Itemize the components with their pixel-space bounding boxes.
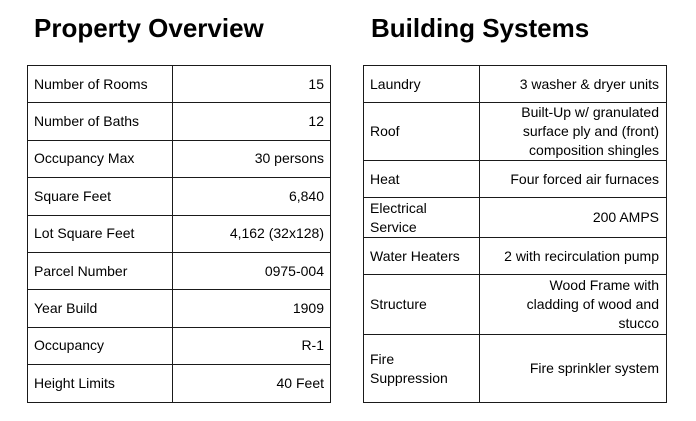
- row-value: R-1: [173, 327, 331, 364]
- row-label: Occupancy Max: [28, 140, 173, 177]
- row-label: Square Feet: [28, 178, 173, 215]
- row-value: 2 with recirculation pump: [480, 238, 667, 275]
- table-row-water-heaters: [364, 238, 667, 275]
- row-label: Height Limits: [28, 365, 173, 402]
- row-value: 4,162 (32x128): [173, 215, 331, 252]
- property-overview-table: [27, 65, 331, 403]
- table-row-occupancy: [28, 327, 331, 364]
- row-value: 1909: [173, 290, 331, 327]
- row-value: 3 washer & dryer units: [480, 66, 667, 103]
- row-label: Fire Suppression: [364, 335, 480, 403]
- row-value: Built-Up w/ granulated surface ply and (front) composition shingles: [480, 103, 667, 161]
- table-row-fire-suppression: [364, 335, 667, 403]
- row-value: 30 persons: [173, 140, 331, 177]
- row-label: Occupancy: [28, 327, 173, 364]
- table-row-number-of-baths: [28, 103, 331, 140]
- row-value: 0975-004: [173, 252, 331, 289]
- table-row-height-limits: [28, 365, 331, 402]
- row-value: 15: [173, 66, 331, 103]
- row-label: Year Build: [28, 290, 173, 327]
- row-value: 40 Feet: [173, 365, 331, 402]
- row-label: Laundry: [364, 66, 480, 103]
- row-value: Wood Frame with cladding of wood and stucco: [480, 275, 667, 335]
- row-label: Structure: [364, 275, 480, 335]
- table-row-electrical-service: [364, 198, 667, 238]
- table-row-roof: [364, 103, 667, 161]
- table-row-year-build: [28, 290, 331, 327]
- row-label: Roof: [364, 103, 480, 161]
- row-value: Fire sprinkler system: [480, 335, 667, 403]
- property-overview-title: Property Overview: [34, 13, 264, 43]
- row-label: Parcel Number: [28, 252, 173, 289]
- row-label: Heat: [364, 161, 480, 198]
- table-row-structure: [364, 275, 667, 335]
- row-label: Electrical Service: [364, 198, 480, 238]
- row-value: 12: [173, 103, 331, 140]
- row-value: 200 AMPS: [480, 198, 667, 238]
- row-label: Number of Rooms: [28, 66, 173, 103]
- building-systems-title: Building Systems: [371, 13, 590, 43]
- table-row-square-feet: [28, 178, 331, 215]
- row-value: 6,840: [173, 178, 331, 215]
- table-row-occupancy-max: [28, 140, 331, 177]
- building-systems-table: [363, 65, 667, 403]
- row-label: Water Heaters: [364, 238, 480, 275]
- table-row-number-of-rooms: [28, 66, 331, 103]
- table-row-laundry: [364, 66, 667, 103]
- row-label: Number of Baths: [28, 103, 173, 140]
- row-value: Four forced air furnaces: [480, 161, 667, 198]
- table-row-parcel-number: [28, 252, 331, 289]
- row-label: Lot Square Feet: [28, 215, 173, 252]
- table-row-heat: [364, 161, 667, 198]
- table-row-lot-square-feet: [28, 215, 331, 252]
